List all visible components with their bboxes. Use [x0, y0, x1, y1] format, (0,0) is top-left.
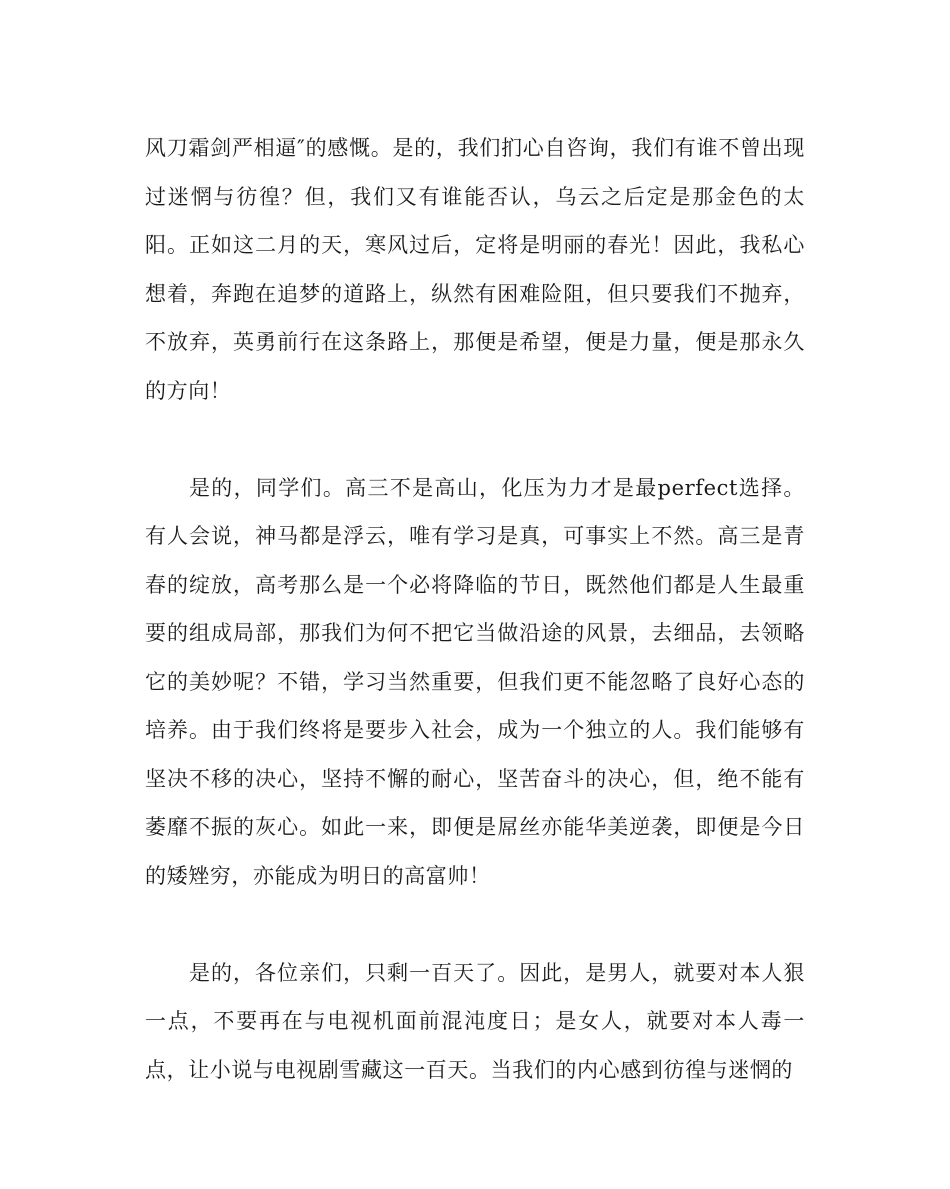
paragraph-1: 风刀霜剑严相逼″的感慨。是的，我们扪心自咨询，我们有谁不曾出现过迷惘与彷徨？但，我们又有谁能否认，乌云之后定是那金色的太阳。正如这二月的天，寒风过后，定将是明丽的春光！因此，我私心想着，奔跑在追梦的道路上，纵然有困难险阻，但只要我们不抛弃，不放弃，英勇前行在这条路上，那便是希望，便是力量，便是那永久的方向！	[145, 136, 805, 403]
document-body	[145, 124, 805, 1094]
paragraph-2: 是的，同学们。高三不是高山，化压为力才是最perfect选择。有人会说，神马都是浮云，唯有学习是真，可事实上不然。高三是青春的绽放，高考那么是一个必将降临的节日，既然他们都是人生最重要的组成局部，那我们为何不把它当做沿途的风景，去细品，去领略它的美妙呢？不错，学习当然重要，但我们更不能忽略了良好心态的培养。由于我们终将是要步入社会，成为一个独立的人。我们能够有坚决不移的决心，坚持不懈的耐心，坚苦奋斗的决心，但，绝不能有萎靡不振的灰心。如此一来，即便是屌丝亦能华美逆袭，即便是今日的矮矬穷，亦能成为明日的高富帅！	[145, 475, 805, 888]
paragraph-3: 是的，各位亲们，只剩一百天了。因此，是男人，就要对本人狠一点，不要再在与电视机面前混沌度日；是女人，就要对本人毒一点，让小说与电视剧雪藏这一百天。当我们的内心感到彷徨与迷惘的	[145, 960, 805, 1082]
